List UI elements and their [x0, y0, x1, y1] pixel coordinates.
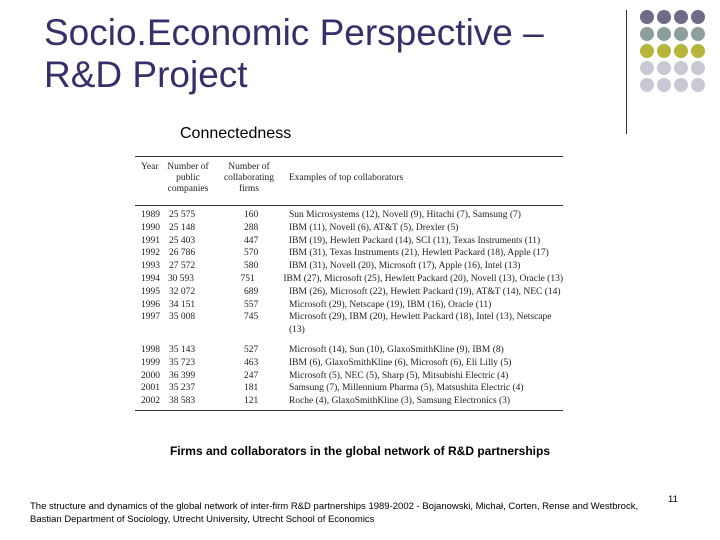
- cell-year: 1999: [141, 357, 160, 368]
- cell-examples: Microsoft (29), Netscape (19), IBM (16), Oracle (11): [289, 299, 492, 310]
- cell-examples: IBM (26), Microsoft (22), Hewlett Packard (19), AT&T (14), NEC (14): [289, 286, 561, 297]
- cell-public-companies: [163, 324, 213, 337]
- cell-examples: Sun Microsystems (12), Novell (9), Hitachi (7), Samsung (7): [289, 210, 521, 220]
- cell-collaborating-firms: 463: [244, 357, 259, 368]
- subtitle: Connectedness: [180, 125, 292, 142]
- table-bottom-rule: [135, 410, 563, 411]
- cell-public-companies: 30 593: [167, 273, 194, 284]
- cell-examples: Roche (4), GlaxoSmithKline (3), Samsung Electronics (3): [289, 396, 511, 407]
- table-row: [135, 286, 563, 299]
- decorative-dot: [640, 44, 654, 58]
- table-row: [135, 247, 563, 260]
- cell-public-companies: 35 237: [169, 383, 196, 394]
- cell-year: 1991: [141, 235, 160, 246]
- decorative-dot: [691, 61, 705, 75]
- cell-collaborating-firms: 689: [244, 286, 259, 297]
- decorative-dot-grid: [640, 10, 705, 92]
- table-row: [135, 357, 563, 370]
- reference-citation: [30, 500, 690, 526]
- cell-public-companies: 34 151: [169, 299, 196, 310]
- cell-examples: Microsoft (29), IBM (20), Hewlett Packard (18), Intel (13), Netscape: [289, 312, 552, 323]
- cell-year: 1994: [141, 273, 160, 284]
- cell-collaborating-firms: 447: [244, 235, 259, 246]
- slide-title: [44, 12, 614, 96]
- header-collab-line3: firms: [238, 184, 260, 194]
- decorative-dot: [657, 27, 671, 41]
- table-row: [135, 299, 563, 312]
- cell-year: 1998: [141, 344, 160, 355]
- cell-collaborating-firms: 121: [244, 396, 259, 407]
- decorative-dot: [691, 10, 705, 24]
- cell-examples: IBM (11), Novell (6), AT&T (5), Drexler (5): [289, 222, 459, 233]
- table-row: [135, 370, 563, 383]
- cell-public-companies: 32 072: [169, 286, 196, 297]
- cell-public-companies: 35 143: [169, 344, 196, 355]
- cell-collaborating-firms: 580: [244, 261, 259, 272]
- decorative-dot: [657, 61, 671, 75]
- decorative-dot: [674, 44, 688, 58]
- header-public-companies: [163, 162, 213, 205]
- decorative-dot: [674, 27, 688, 41]
- cell-year: 2002: [141, 396, 160, 407]
- cell-examples: IBM (19), Hewlett Packard (14), SCI (11), Texas Instruments (11): [289, 235, 541, 246]
- cell-collaborating-firms: 247: [244, 370, 259, 381]
- cell-public-companies: 38 583: [169, 396, 196, 407]
- header-examples: [285, 162, 563, 205]
- header-collab-line2: collaborating: [223, 173, 275, 183]
- cell-public-companies: 35 008: [169, 312, 196, 323]
- reference-line-1: The structure and dynamics of the global network of inter-firm R&D partnerships 1989-2002 - Bojanowski, Michał, Corten, Rense and Westbrock,: [30, 501, 639, 512]
- decorative-dot: [691, 27, 705, 41]
- cell-examples: Microsoft (5), NEC (5), Sharp (5), Mitsubishi Electric (4): [289, 370, 509, 381]
- cell-examples: IBM (27), Microsoft (25), Hewlett Packard (20), Novell (13), Oracle (13): [283, 273, 564, 284]
- header-year: Year: [141, 162, 159, 172]
- decorative-dot: [640, 78, 654, 92]
- table-row: [135, 324, 563, 337]
- cell-public-companies: 36 399: [169, 370, 196, 381]
- cell-public-companies: 25 403: [169, 235, 196, 246]
- cell-year: 2001: [141, 383, 160, 394]
- cell-examples: (13): [289, 325, 305, 336]
- decorative-dot: [640, 10, 654, 24]
- header-public-line1: Number of: [167, 162, 209, 172]
- decorative-dot: [674, 10, 688, 24]
- cell-collaborating-firms: 557: [244, 299, 259, 310]
- header-collaborating-firms: [213, 162, 285, 205]
- figure-caption: Firms and collaborators in the global network of R&D partnerships: [169, 444, 551, 458]
- cell-year: 1992: [141, 248, 160, 259]
- table-row: [135, 344, 563, 357]
- table-row: [135, 222, 563, 235]
- cell-collaborating-firms: 160: [244, 210, 259, 220]
- cell-collaborating-firms: 181: [244, 383, 259, 394]
- cell-year: 1995: [141, 286, 160, 297]
- decorative-dot: [657, 78, 671, 92]
- cell-year: 1993: [141, 261, 160, 272]
- decorative-dot: [657, 44, 671, 58]
- header-collab-line1: Number of: [228, 162, 270, 172]
- cell-collaborating-firms: 570: [244, 248, 259, 259]
- table-row: [135, 382, 563, 395]
- table-row: [135, 311, 563, 324]
- decorative-dot: [640, 27, 654, 41]
- decorative-dot: [657, 10, 671, 24]
- cell-collaborating-firms: [213, 324, 285, 337]
- cell-examples: IBM (31), Texas Instruments (21), Hewlett Packard (18), Apple (17): [289, 248, 549, 259]
- cell-year: 1990: [141, 222, 160, 233]
- cell-public-companies: 25 575: [169, 210, 196, 220]
- decorative-divider: [626, 10, 627, 134]
- cell-public-companies: 35 723: [169, 357, 196, 368]
- cell-year: 2000: [141, 370, 160, 381]
- cell-collaborating-firms: 288: [244, 222, 259, 233]
- header-examples-text: Examples of top collaborators: [289, 173, 404, 183]
- row-group-gap: [135, 337, 563, 344]
- cell-collaborating-firms: 745: [244, 312, 259, 323]
- cell-public-companies: 25 148: [169, 222, 196, 233]
- table-header: [135, 157, 563, 205]
- title-line-1: Socio.Economic Perspective –: [44, 12, 544, 53]
- cell-examples: IBM (6), GlaxoSmithKline (6), Microsoft (6), Eli Lilly (5): [289, 357, 512, 368]
- title-line-2: R&D Project: [44, 54, 248, 95]
- decorative-dot: [691, 78, 705, 92]
- collaborators-table: [135, 156, 563, 411]
- page-number: 11: [668, 494, 678, 505]
- table-row: [135, 260, 563, 273]
- decorative-dot: [640, 61, 654, 75]
- cell-year: 1989: [141, 210, 160, 220]
- cell-examples: Samsung (7), Millennium Pharma (5), Matsushita Electric (4): [289, 383, 524, 394]
- table-row: [135, 395, 563, 408]
- decorative-dot: [674, 78, 688, 92]
- decorative-dot: [691, 44, 705, 58]
- table-row: [135, 209, 563, 222]
- reference-line-2: Bastian Department of Sociology, Utrecht University, Utrecht School of Economics: [30, 514, 375, 525]
- table-row: [135, 273, 563, 286]
- header-public-line2: public: [176, 173, 200, 183]
- cell-collaborating-firms: 751: [240, 273, 255, 284]
- cell-examples: IBM (31), Novell (20), Microsoft (17), Apple (16), Intel (13): [289, 261, 521, 272]
- cell-year: 1997: [141, 312, 160, 323]
- table-row: [135, 235, 563, 248]
- table-body: [135, 206, 563, 408]
- cell-collaborating-firms: 527: [244, 344, 259, 355]
- cell-examples: Microsoft (14), Sun (10), GlaxoSmithKline (9), IBM (8): [289, 344, 504, 355]
- header-public-line3: companies: [167, 184, 209, 194]
- decorative-dot: [674, 61, 688, 75]
- cell-public-companies: 27 572: [169, 261, 196, 272]
- cell-public-companies: 26 786: [169, 248, 196, 259]
- cell-year: [135, 324, 163, 337]
- cell-year: 1996: [141, 299, 160, 310]
